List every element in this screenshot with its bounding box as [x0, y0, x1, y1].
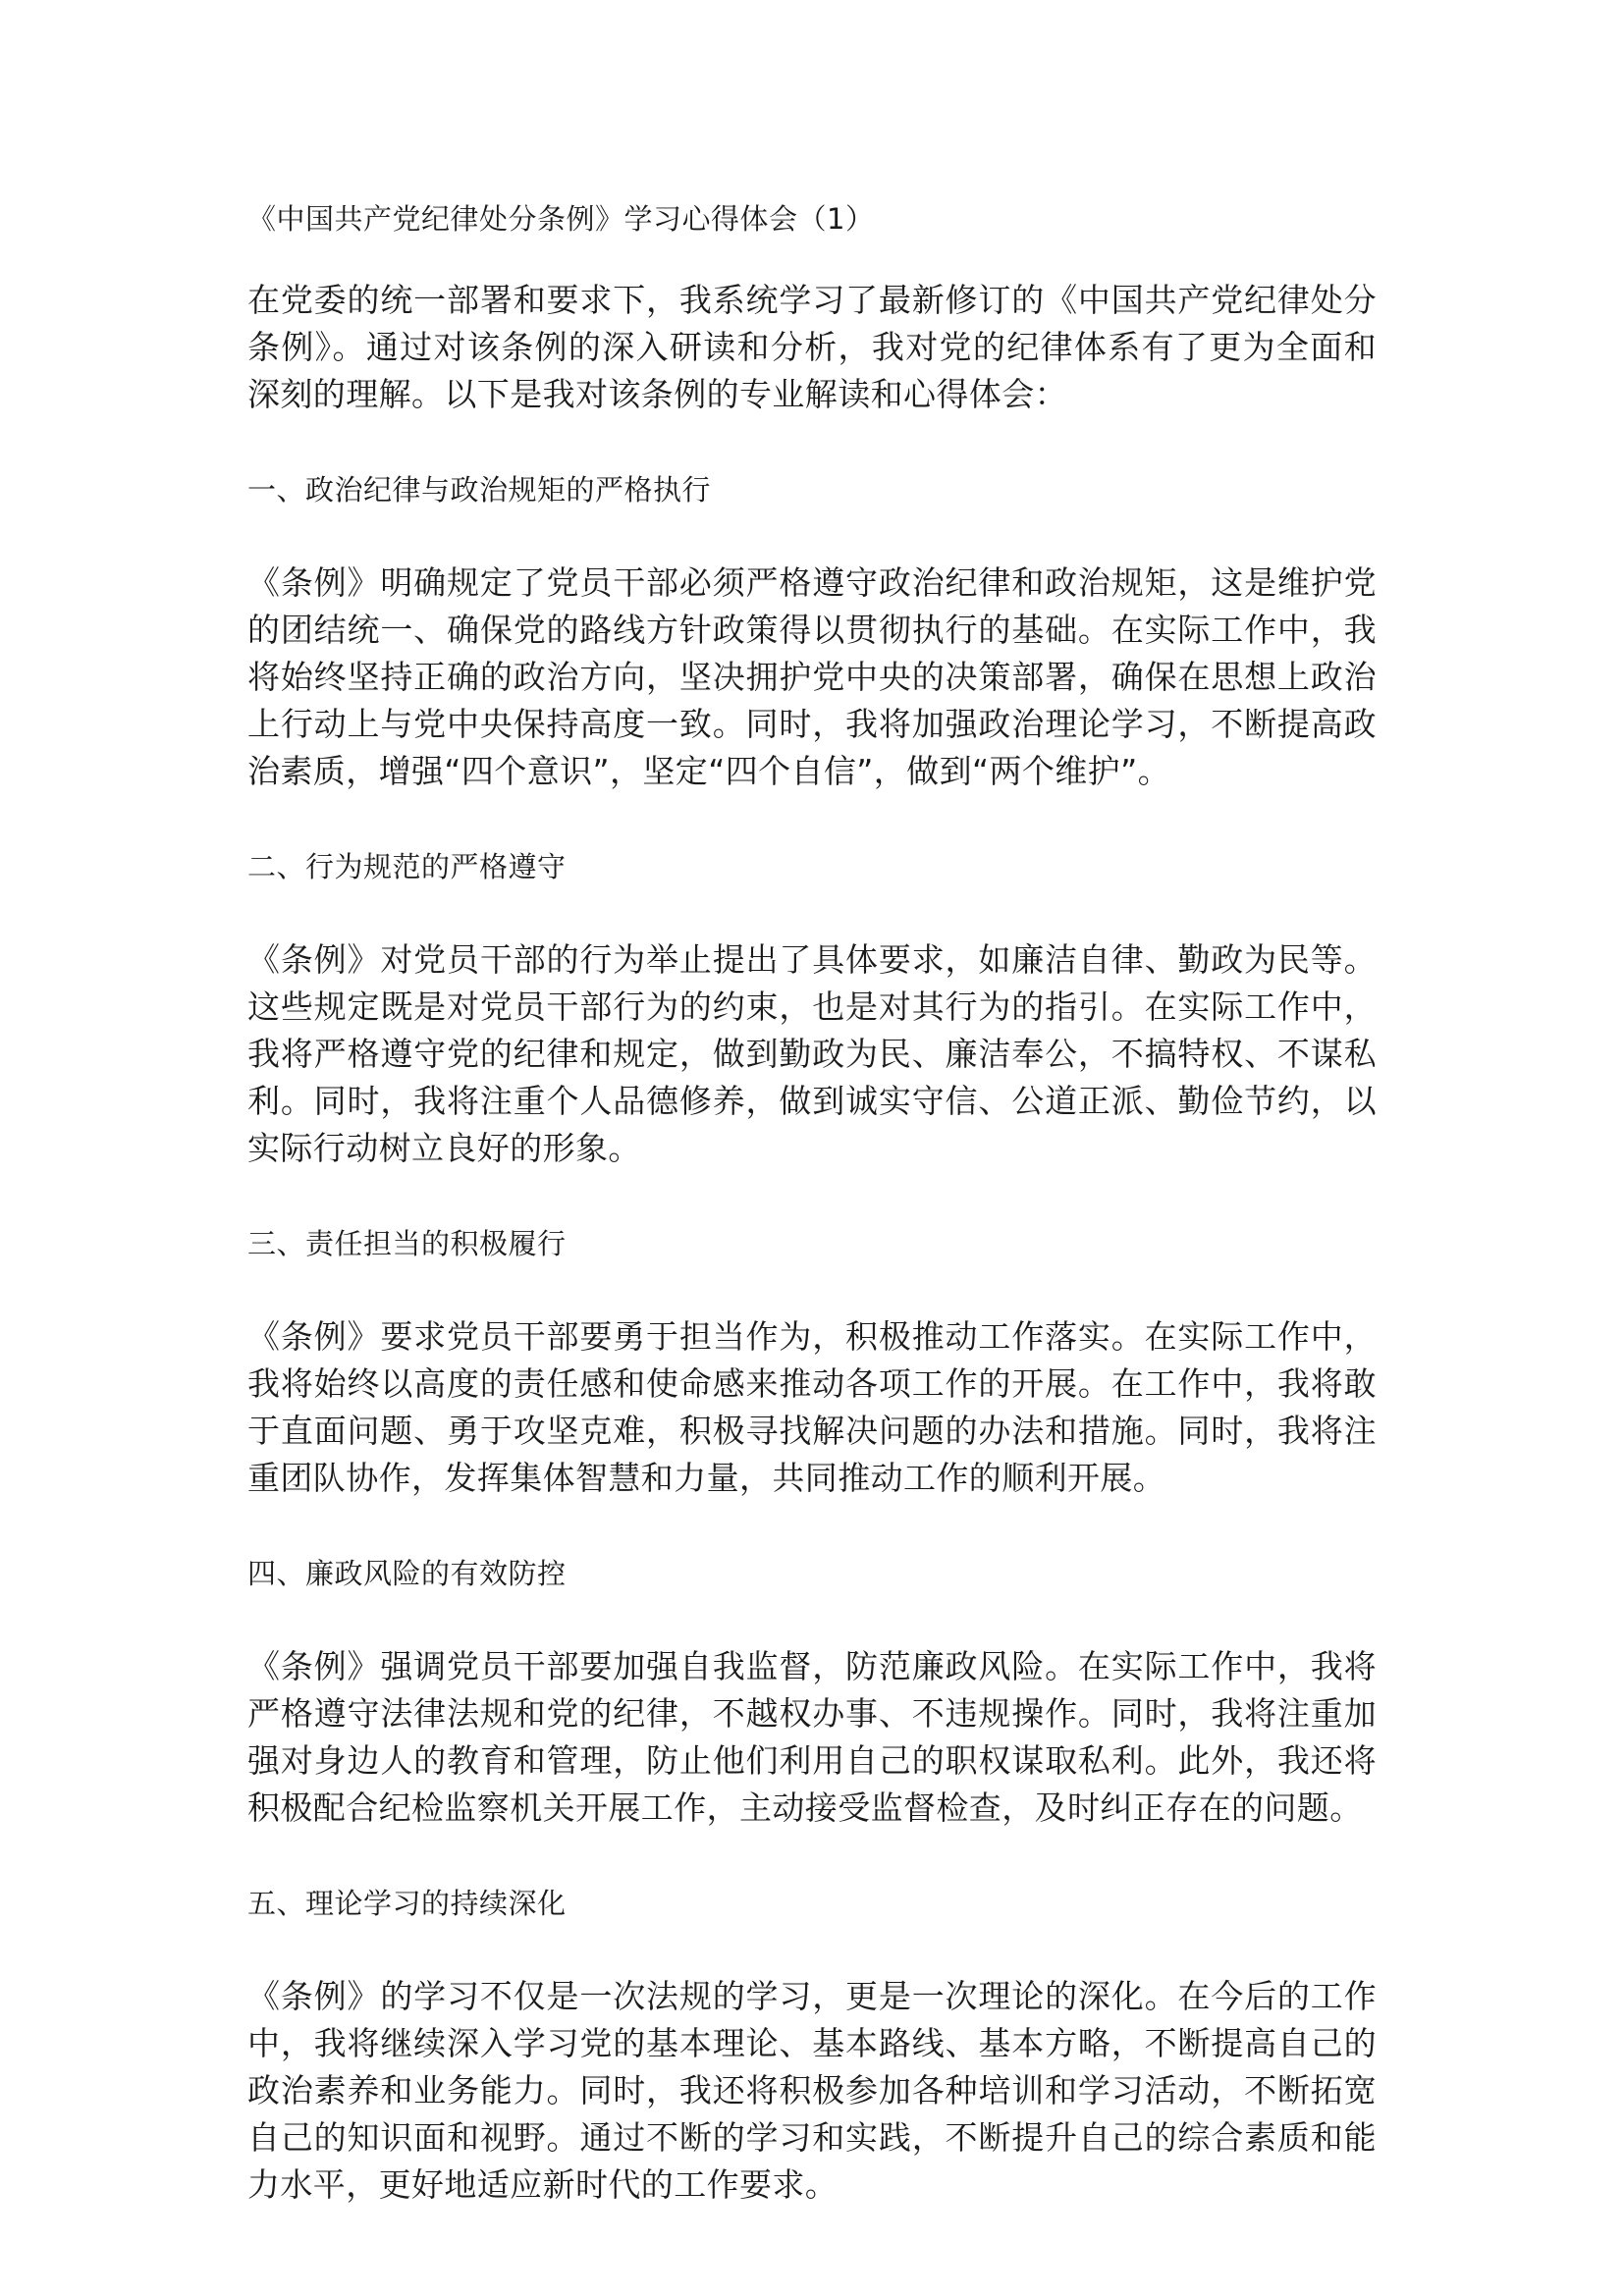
section-body-1: 《条例》明确规定了党员干部必须严格遵守政治纪律和政治规矩，这是维护党的团结统一、确保党的路线方针政策得以贯彻执行的基础。在实际工作中，我将始终坚持正确的政治方向，坚决拥护党中央的决策部署，确保在思想上政治上行动上与党中央保持高度一致。同时，我将加强政治理论学习，不断提高政治素质，增强“四个意识”，坚定“四个自信”，做到“两个维护”。	[247, 563, 1377, 790]
section-heading-4: 四、廉政风险的有效防控	[247, 1557, 567, 1590]
section-heading-5: 五、理论学习的持续深化	[247, 1887, 567, 1920]
section-body-5: 《条例》的学习不仅是一次法规的学习，更是一次理论的深化。在今后的工作中，我将继续深入学习党的基本理论、基本路线、基本方略，不断提高自己的政治素养和业务能力。同时，我还将积极参加各种培训和学习活动，不断拓宽自己的知识面和视野。通过不断的学习和实践，不断提升自己的综合素质和能力水平，更好地适应新时代的工作要求。	[247, 1977, 1377, 2204]
section-heading-1: 一、政治纪律与政治规矩的严格执行	[247, 473, 712, 507]
section-heading-3: 三、责任担当的积极履行	[247, 1227, 567, 1260]
section-body-2: 《条例》对党员干部的行为举止提出了具体要求，如廉洁自律、勤政为民等。这些规定既是对党员干部行为的约束，也是对其行为的指引。在实际工作中，我将严格遵守党的纪律和规定，做到勤政为民、廉洁奉公，不搞特权、不谋私利。同时，我将注重个人品德修养，做到诚实守信、公道正派、勤俭节约，以实际行动树立良好的形象。	[247, 940, 1377, 1167]
document-page	[247, 196, 1377, 2258]
document-title: 《中国共产党纪律处分条例》学习心得体会（1）	[247, 202, 875, 236]
intro-paragraph: 在党委的统一部署和要求下，我系统学习了最新修订的《中国共产党纪律处分条例》。通过对该条例的深入研读和分析，我对党的纪律体系有了更为全面和深刻的理解。以下是我对该条例的专业解读和心得体会：	[247, 281, 1377, 413]
section-heading-2: 二、行为规范的严格遵守	[247, 850, 567, 883]
section-body-4: 《条例》强调党员干部要加强自我监督，防范廉政风险。在实际工作中，我将严格遵守法律法规和党的纪律，不越权办事、不违规操作。同时，我将注重加强对身边人的教育和管理，防止他们利用自己的职权谋取私利。此外，我还将积极配合纪检监察机关开展工作，主动接受监督检查，及时纠正存在的问题。	[247, 1647, 1377, 1827]
section-body-3: 《条例》要求党员干部要勇于担当作为，积极推动工作落实。在实际工作中，我将始终以高度的责任感和使命感来推动各项工作的开展。在工作中，我将敢于直面问题、勇于攻坚克难，积极寻找解决问题的办法和措施。同时，我将注重团队协作，发挥集体智慧和力量，共同推动工作的顺利开展。	[247, 1317, 1377, 1497]
